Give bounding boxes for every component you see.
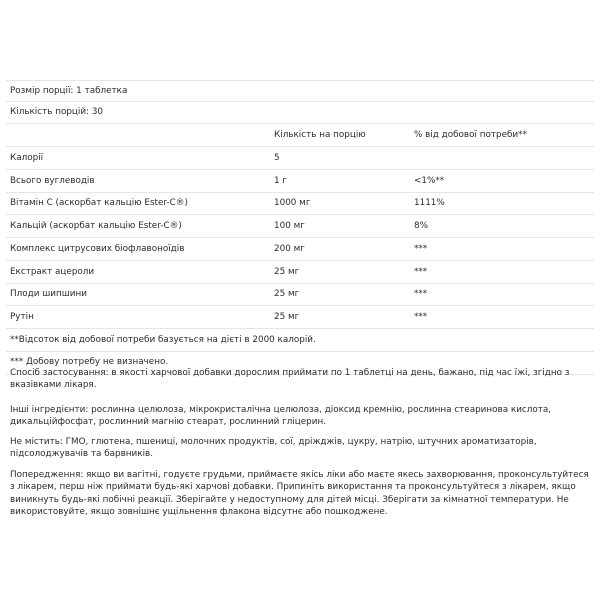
serving-count-row — [6, 102, 594, 124]
free-from-text: Не містить: ГМО, глютена, пшениці, молочних продуктів, сої, дріжджів, цукру, натрію, штучних ароматизаторів, підсолоджувачів та барвників. — [10, 437, 537, 460]
ingredients-block — [6, 404, 594, 429]
nutrient-name: Калорії — [10, 153, 44, 163]
table-row — [6, 284, 594, 306]
nutrient-amount: 5 — [274, 153, 280, 163]
nutrient-daily-value: <1%** — [414, 176, 445, 186]
nutrient-name: Екстракт ацероли — [10, 267, 95, 277]
nutrient-amount: 25 мг — [274, 312, 300, 322]
warning-text: Попередження: якщо ви вагітні, годуєте грудьми, приймаєте якісь ліки або маєте якесь захворювання, проконсультуйтеся з лікарем, перш ніж приймати будь-які харчові добавки. Припиніть використання та проконсультуйтеся з лікарем, якщо виникнуть будь-які побічні реакції. Зберігайте у недоступному для дітей місці. Зберігати за кімнатної температури. Не використовуйте, якщо зовнішнє ущільнення флакона відсутнє або пошкоджене. — [10, 470, 589, 517]
header-daily-value: % від добової потреби** — [414, 130, 527, 140]
table-row — [6, 170, 594, 193]
footnote-daily-value: **Відсоток від добової потреби базується на дієті в 2000 калорій. — [10, 335, 316, 345]
nutrient-name: Комплекс цитрусових біофлавоноїдів — [10, 244, 185, 254]
nutrient-amount: 200 мг — [274, 244, 305, 254]
header-amount: Кількість на порцію — [274, 130, 366, 140]
nutrient-daily-value: *** — [414, 289, 428, 299]
table-row — [6, 306, 594, 329]
table-row — [6, 193, 594, 215]
usage-text: Спосіб застосування: в якості харчової добавки дорослим приймати по 1 таблетці на день, бажано, під час їжі, згідно з вказівками лікаря. — [10, 368, 570, 391]
nutrient-daily-value: 1111% — [414, 198, 445, 208]
footnote-not-established: *** Добову потребу не визначено. — [10, 357, 169, 367]
nutrient-daily-value: 8% — [414, 221, 428, 231]
serving-size: Розмір порції: 1 таблетка — [10, 86, 128, 96]
serving-size-row — [6, 81, 594, 102]
warning-block — [6, 469, 594, 518]
nutrient-amount: 25 мг — [274, 267, 300, 277]
ingredients-text: Інші інгредієнти: рослинна целюлоза, мікрокристалічна целюлоза, діоксид кремнію, рослинна стеаринова кислота, дикальційфосфат, рослинний магнію стеарат, рослинний гліцерин. — [10, 405, 552, 428]
nutrient-daily-value: *** — [414, 312, 428, 322]
nutrient-daily-value: *** — [414, 267, 428, 277]
footnote-row — [6, 329, 594, 352]
nutrient-name: Плоди шипшини — [10, 289, 87, 299]
nutrient-amount: 1 г — [274, 176, 288, 186]
nutrient-amount: 25 мг — [274, 289, 300, 299]
serving-count: Кількість порцій: 30 — [10, 107, 104, 117]
table-row — [6, 215, 594, 238]
nutrient-daily-value: *** — [414, 244, 428, 254]
nutrient-name: Вітамін С (аскорбат кальцію Ester-C®) — [10, 198, 188, 208]
nutrient-name: Всього вуглеводів — [10, 176, 95, 186]
supplement-facts-table — [6, 80, 594, 375]
nutrient-amount: 1000 мг — [274, 198, 311, 208]
nutrient-name: Рутін — [10, 312, 34, 322]
table-row — [6, 147, 594, 170]
table-row — [6, 238, 594, 261]
nutrient-amount: 100 мг — [274, 221, 305, 231]
free-from-block — [6, 436, 594, 461]
usage-block — [6, 367, 594, 392]
nutrient-name: Кальцій (аскорбат кальцію Ester-C®) — [10, 221, 182, 231]
table-row — [6, 261, 594, 284]
table-header-row — [6, 124, 594, 147]
